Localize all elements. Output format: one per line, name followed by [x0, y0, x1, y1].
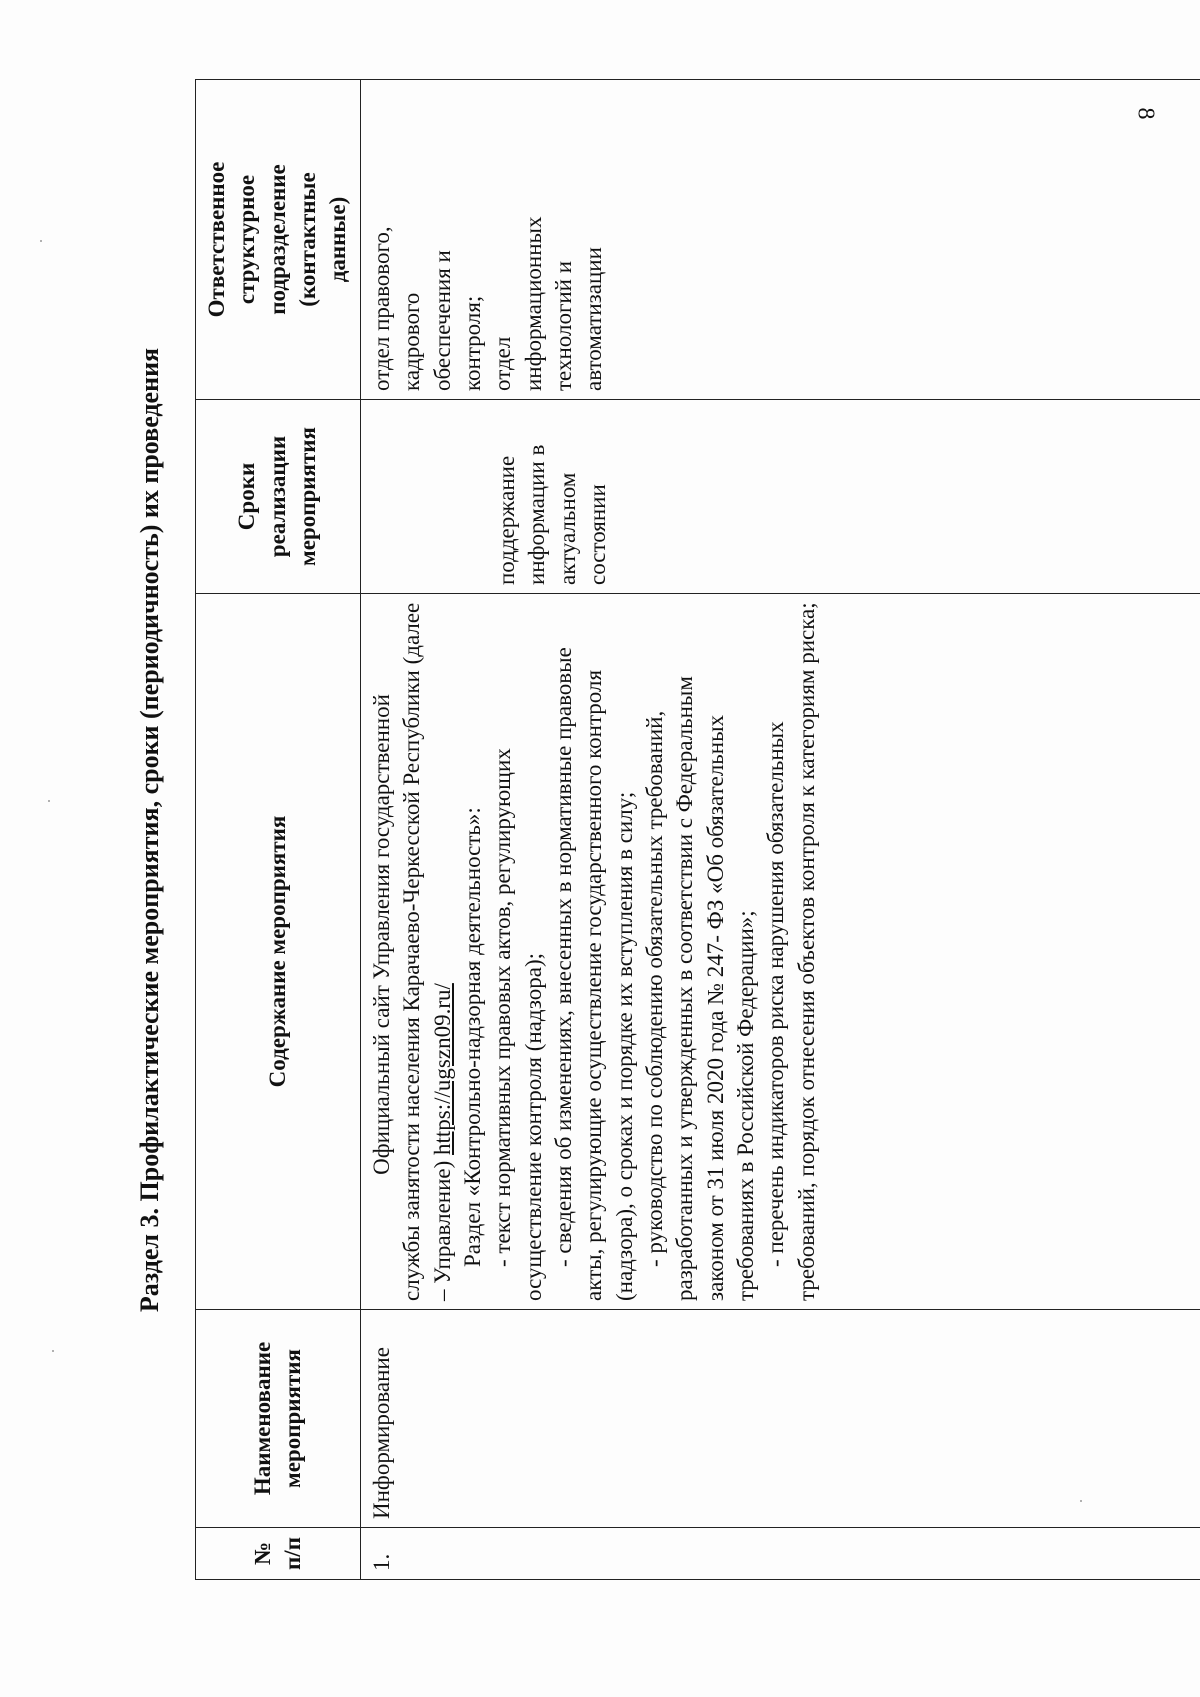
resp-line: отдел — [490, 336, 516, 391]
header-resp-line: (контактные — [295, 172, 321, 307]
site-link[interactable]: https://ugszn09.ru/ — [429, 983, 455, 1155]
dates-line: актуальном — [554, 472, 580, 585]
header-name-line: Наименование — [249, 1341, 275, 1496]
resp-line: контроля; — [459, 295, 485, 391]
resp-line: обеспечения и — [429, 250, 455, 391]
table-row — [360, 80, 1200, 1580]
header-resp-line: подразделение — [264, 164, 290, 315]
scan-speck — [48, 800, 50, 802]
dates-line: поддержание — [493, 455, 519, 585]
resp-line: кадрового — [399, 292, 425, 391]
rotated-page-content — [120, 80, 1200, 1580]
header-name-line: мероприятия — [279, 1349, 305, 1488]
content-paragraph: - руководство по соблюдению обязательных требований, разработанных и утвержденных в соответствии с Федеральным законом от 31 июля 2020 года № 247- ФЗ «Об обязательных требованиях в Российской Федерации»; — [642, 676, 759, 1301]
content-paragraph: Раздел «Контрольно-надзорная деятельность»: — [459, 807, 485, 1267]
header-dates — [196, 400, 361, 594]
header-num-line: п/п — [279, 1537, 305, 1570]
scan-speck — [40, 240, 42, 242]
dates-line: состоянии — [584, 484, 610, 585]
content-paragraph: - текст нормативных правовых актов, регулирующих осуществление контроля (надзора); — [490, 748, 546, 1301]
header-dates-line: мероприятия — [295, 427, 321, 566]
header-responsible — [196, 80, 361, 400]
content-line: Официальный сайт Управления государственной — [368, 694, 394, 1175]
header-resp-line: Ответственное — [204, 161, 229, 318]
header-name — [196, 1310, 361, 1528]
header-resp-line: структурное — [234, 174, 260, 305]
content-text: службы занятости населения Карачаево-Черкесской Республики (далее – Управление) — [399, 602, 455, 1301]
header-num-line: № — [249, 1541, 275, 1566]
resp-line: технологий и — [550, 260, 576, 391]
content-paragraph: - сведения об изменениях, внесенных в нормативные правовые акты, регулирующие осуществление государственного контроля (надзора), о сроках и порядке их вступления в силу; — [550, 647, 637, 1301]
scan-speck — [52, 1350, 54, 1352]
resp-line: информационных — [520, 216, 546, 391]
cell-content — [360, 594, 1200, 1310]
resp-line: отдел правового, — [368, 226, 394, 391]
dates-block — [492, 408, 613, 585]
activities-table — [195, 79, 1200, 1580]
header-dates-line: реализации — [264, 435, 290, 558]
dates-line: информации в — [524, 444, 550, 585]
header-content-line: Содержание мероприятия — [264, 815, 290, 1088]
resp-line: автоматизации — [581, 247, 607, 391]
cell-name: Информирование — [360, 1310, 1200, 1528]
header-num — [196, 1528, 361, 1580]
content-paragraph: - перечень индикаторов риска нарушения обязательных требований, порядок отнесения объектов контроля к категориям риска; — [763, 602, 819, 1301]
cell-dates — [360, 400, 1200, 594]
scan-speck — [1080, 1500, 1082, 1502]
table-header-row — [196, 80, 361, 1580]
cell-num: 1. — [360, 1528, 1200, 1580]
page-number: 8 — [1132, 107, 1159, 120]
header-content — [196, 594, 361, 1310]
section-title: Раздел 3. Профилактические мероприятия, сроки (периодичность) их проведения — [135, 347, 164, 1313]
cell-responsible — [360, 80, 1200, 400]
header-resp-line: данные) — [325, 196, 351, 283]
header-dates-line: Сроки — [234, 462, 260, 531]
content-paragraph — [367, 602, 458, 1301]
